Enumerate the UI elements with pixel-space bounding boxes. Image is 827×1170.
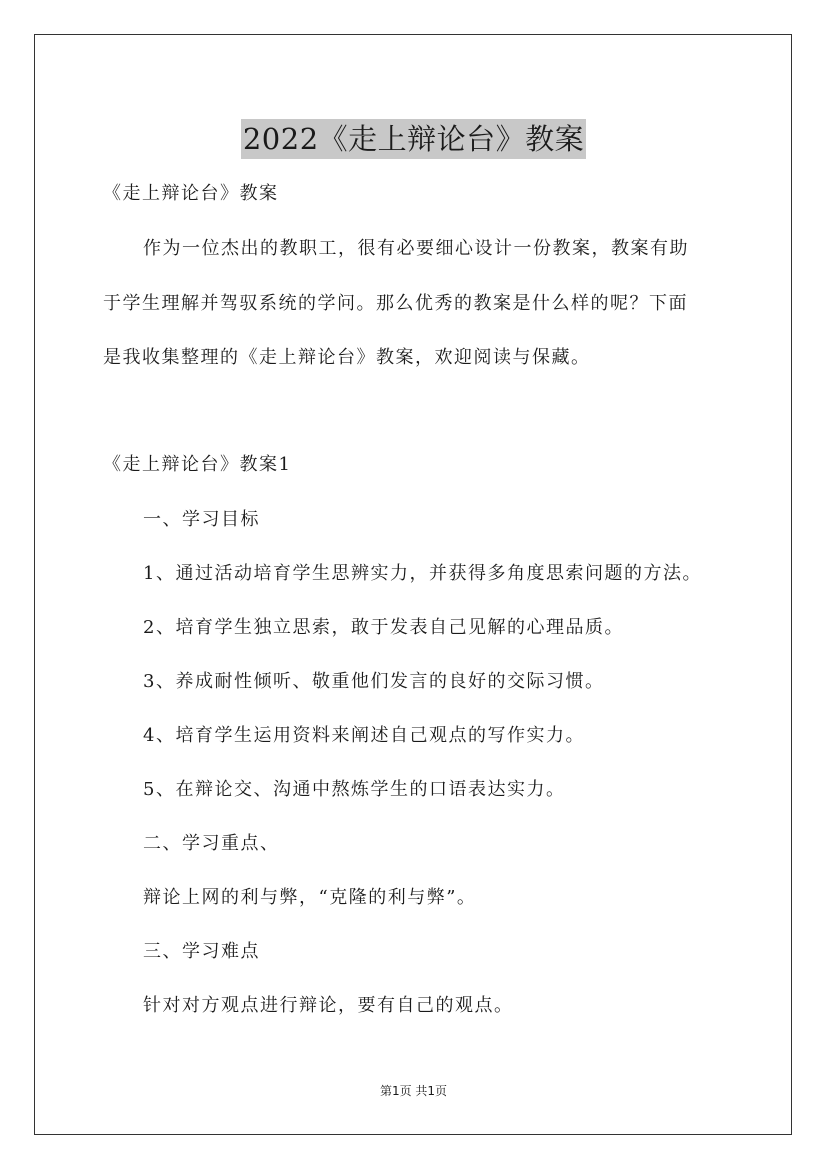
key-points-text: 辩论上网的利与弊，“克隆的利与弊”。 (143, 887, 477, 908)
key-points-heading: 二、学习重点、 (143, 833, 280, 854)
intro-line-3: 是我收集整理的《走上辩论台》教案，欢迎阅读与保藏。 (103, 347, 591, 368)
subtitle: 《走上辩论台》教案 (103, 183, 279, 204)
intro-line-2: 于学生理解并驾驭系统的学问。那么优秀的教案是什么样的呢？下面 (103, 293, 688, 314)
difficulty-text: 针对对方观点进行辩论，要有自己的观点。 (143, 995, 514, 1016)
intro-line-1: 作为一位杰出的教职工，很有必要细心设计一份教案，教案有助 (143, 238, 689, 259)
document-title: 2022《走上辩论台》教案 (241, 119, 586, 159)
section-heading: 《走上辩论台》教案1 (103, 454, 292, 475)
page-footer: 第1页 共1页 (379, 1084, 448, 1098)
title-container (0, 100, 827, 179)
goals-heading: 一、学习目标 (143, 509, 260, 530)
goal-item-2: 2、培育学生独立思索，敢于发表自己见解的心理品质。 (143, 617, 624, 638)
difficulty-heading: 三、学习难点 (143, 941, 260, 962)
goal-item-5: 5、在辩论交、沟通中熬炼学生的口语表达实力。 (143, 779, 566, 800)
goal-item-3: 3、养成耐性倾听、敬重他们发言的良好的交际习惯。 (143, 671, 605, 692)
goal-item-1: 1、通过活动培育学生思辨实力，并获得多角度思索问题的方法。 (143, 563, 702, 584)
goal-item-4: 4、培育学生运用资料来阐述自己观点的写作实力。 (143, 725, 585, 746)
